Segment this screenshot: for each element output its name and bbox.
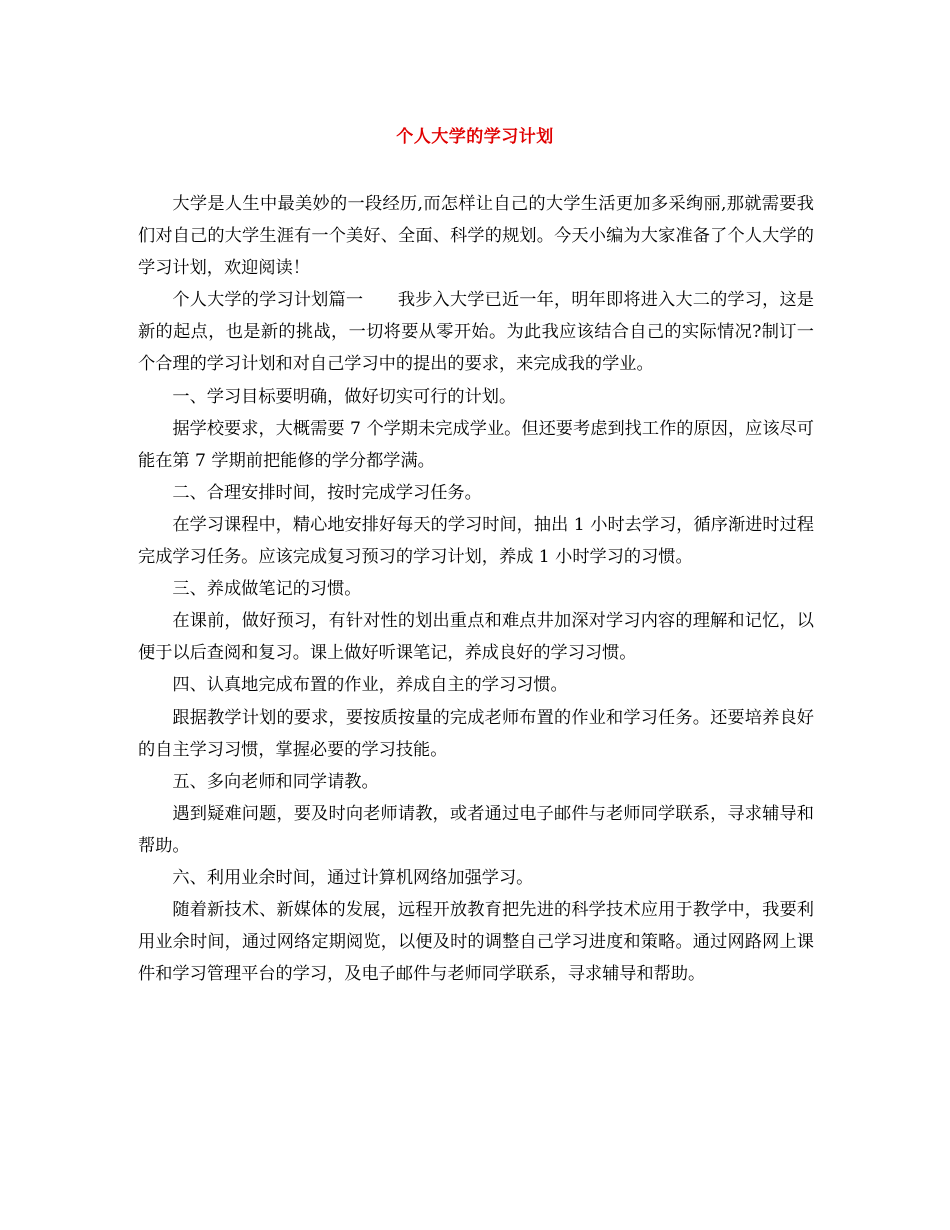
paragraph-section-6: 随着新技术、新媒体的发展，远程开放教育把先进的科学技术应用于教学中，我要利用业余时间，通过网络定期阅览，以便及时的调整自己学习进度和策略。通过网路网上课件和学习管理平台的学习，及电子邮件与老师同学联系，寻求辅导和帮助。 [138, 900, 814, 985]
document-title: 个人大学的学习计划 [396, 127, 554, 147]
paragraph-section-2: 在学习课程中，精心地安排好每天的学习时间，抽出 1 小时去学习，循序渐进时过程完成学习任务。应该完成复习预习的学习计划，养成 1 小时学习的习惯。 [138, 514, 814, 568]
paragraph-section-5: 遇到疑难问题，要及时向老师请教，或者通过电子邮件与老师同学联系，寻求辅导和帮助。 [138, 803, 814, 856]
section-heading-1: 一、学习目标要明确，做好切实可行的计划。 [172, 386, 517, 407]
section-heading-2: 二、合理安排时间，按时完成学习任务。 [172, 482, 482, 503]
section-heading-5: 五、多向老师和同学请教。 [172, 771, 379, 792]
paragraph-section-3: 在课前，做好预习，有针对性的划出重点和难点井加深对学习内容的理解和记忆，以便于以后查阅和复习。课上做好听课笔记，养成良好的学习习惯。 [138, 611, 814, 664]
section-heading-4: 四、认真地完成布置的作业，养成自主的学习习惯。 [172, 675, 568, 696]
paragraph-plan-one: 个人大学的学习计划篇一 我步入大学已近一年，明年即将进入大二的学习，这是新的起点，也是新的挑战，一切将要从零开始。为此我应该结合自己的实际情况?制订一个合理的学习计划和对自己学习中的提出的要求，来完成我的学业。 [138, 290, 814, 375]
paragraph-intro: 大学是人生中最美妙的一段经历,而怎样让自己的大学生活更加多采绚丽,那就需要我们对自己的大学生涯有一个美好、全面、科学的规划。今天小编为大家准备了个人大学的学习计划，欢迎阅读！ [138, 194, 814, 279]
paragraph-section-1: 据学校要求，大概需要 7 个学期未完成学业。但还要考虑到找工作的原因，应该尽可能在第 7 学期前把能修的学分都学满。 [138, 418, 814, 471]
document-body [138, 188, 814, 990]
section-heading-3: 三、养成做笔记的习惯。 [172, 579, 362, 600]
paragraph-section-4: 跟据教学计划的要求，要按质按量的完成老师布置的作业和学习任务。还要培养良好的自主学习习惯，掌握必要的学习技能。 [138, 707, 814, 760]
section-heading-6: 六、利用业余时间，通过计算机网络加强学习。 [172, 867, 534, 888]
